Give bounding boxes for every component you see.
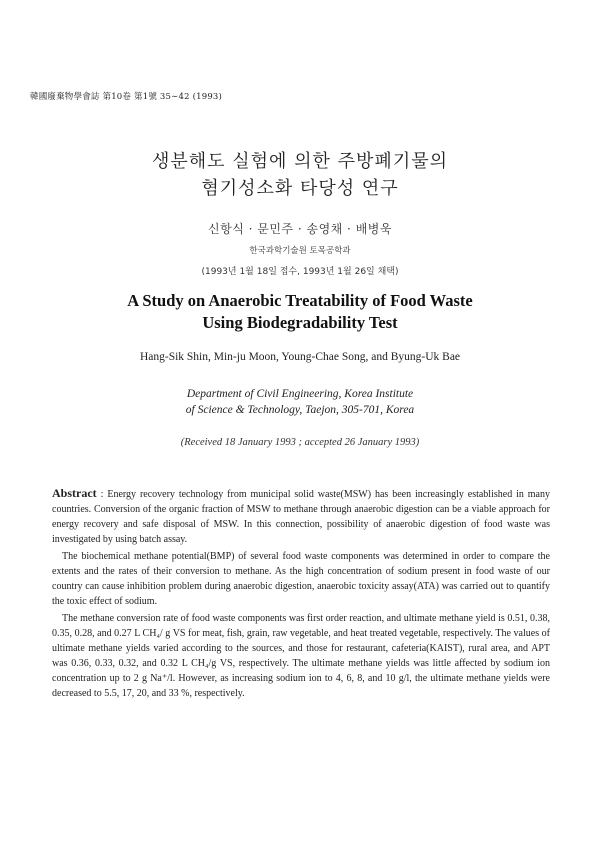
journal-header: 韓國廢棄物學會誌 第10卷 第1號 35∼42 (1993) xyxy=(30,92,223,102)
english-affiliation-line1: Department of Civil Engineering, Korea Institute xyxy=(186,388,414,400)
abstract-paragraph-3: The methane conversion rate of food waste components was first order reaction, and ultimate methane yield is 0.51, 0.38, 0.35, 0.28, and 0.27 L CH₄/ g VS for meat, fish, grain, raw vegetable, and heat treated vegetable, respectively. The values of ultimate methane yields varied according to the sources, and those for restaurant, cafeteria(KAIST), rural area, and APT was 0.36, 0.33, 0.32, and 0.32 L CH₄/g VS, respectively. The ultimate methane yields was little affected by sodium ion concentration up to 2 g Na⁺/l. However, as increasing sodium ion to 4, 6, 8, and 10 g/l, the ultimate methane yields were decreased to 5.5, 17, 20, and 33 %, respectively. xyxy=(52,613,550,699)
abstract-paragraph-1-text: : Energy recovery technology from municipal solid waste(MSW) has been increasingly established in many countries. Conversion of the organic fraction of MSW to methane through anaerobic digestion can be a viable approach for energy recovery and safe disposal of MSW. In this connection, possibility of anaerobic digestion of food waste was investigated by using batch assay. xyxy=(52,489,550,545)
abstract-paragraph-1 xyxy=(52,486,550,547)
english-authors: Hang-Sik Shin, Min-ju Moon, Young-Chae Song, and Byung-Uk Bae xyxy=(139,351,461,363)
abstract xyxy=(52,486,550,701)
korean-title-line1: 생분해도 실험에 의한 주방폐기물의 xyxy=(152,151,448,172)
english-title-line2: Using Biodegradability Test xyxy=(202,313,398,332)
english-dates: (Received 18 January 1993 ; accepted 26 January 1993) xyxy=(180,437,420,448)
abstract-label: Abstract xyxy=(52,486,97,500)
korean-dates: (1993년 1월 18일 접수, 1993년 1월 26일 채택) xyxy=(201,267,399,277)
korean-affiliation: 한국과학기술원 토목공학과 xyxy=(249,246,351,256)
english-title-line1: A Study on Anaerobic Treatability of Food Waste xyxy=(127,291,473,310)
english-affiliation-line2: of Science & Technology, Taejon, 305-701, Korea xyxy=(185,404,415,416)
korean-authors: 신항식 · 문민주 · 송영채 · 배병욱 xyxy=(208,222,392,236)
korean-title-line2: 혐기성소화 타당성 연구 xyxy=(201,178,399,199)
abstract-paragraph-2: The biochemical methane potential(BMP) of several food waste components was determined in order to compare the extents and the rates of their conversion to methane. As the high concentration of sodium present in food waste of our country can cause inhibition problem during anaerobic digestion, anaerobic toxicity assay(ATA) was carried out to quantify the toxic effect of sodium. xyxy=(52,551,550,607)
